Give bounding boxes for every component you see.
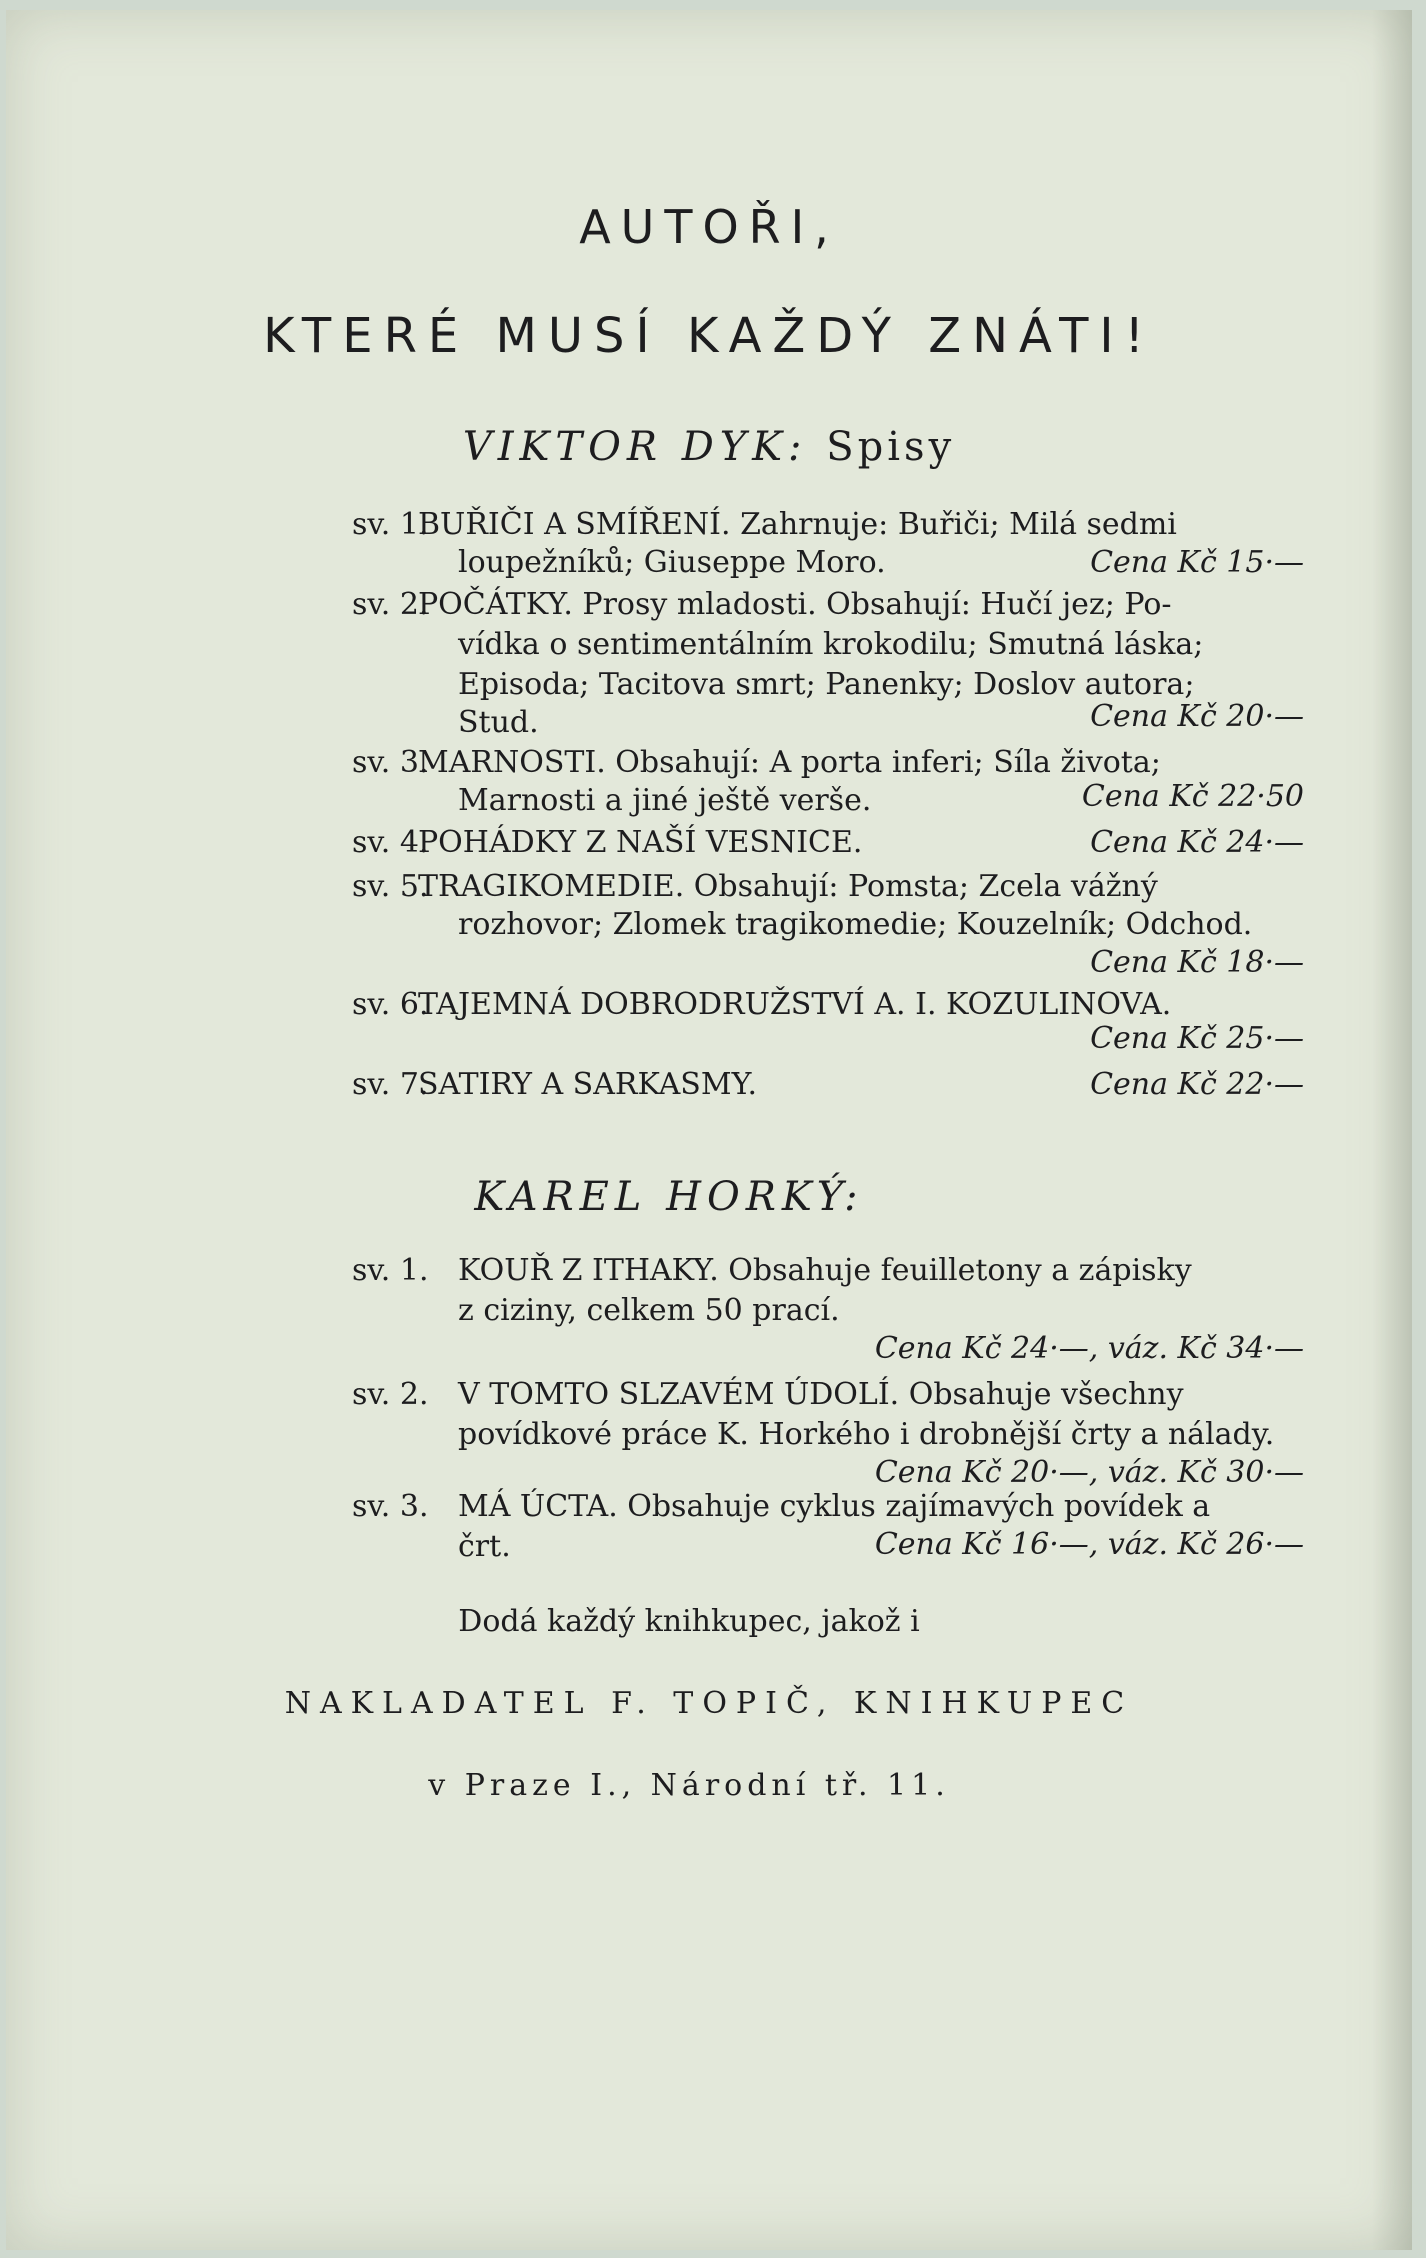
page — [6, 10, 1412, 2250]
entry-line: BUŘIČI A SMÍŘENÍ. Zahrnuje: Buřiči; Milá sedmi — [418, 507, 1177, 542]
volume-number: sv. 1. — [352, 1253, 429, 1288]
entry-line: KOUŘ Z ITHAKY. Obsahuje feuilletony a zápisky — [458, 1253, 1192, 1288]
author-dyk-subtitle: Spisy — [826, 424, 956, 470]
entry-line: TAJEMNÁ DOBRODRUŽSTVÍ A. I. KOZULINOVA. — [418, 987, 1172, 1022]
entry-line: MARNOSTI. Obsahují: A porta inferi; Síla života; — [418, 745, 1161, 780]
entry-price: Cena Kč 20·— — [1090, 699, 1304, 734]
entry-line: TRAGIKOMEDIE. Obsahují: Pomsta; Zcela vážný — [418, 869, 1158, 904]
entry-price: Cena Kč 24·— — [1090, 825, 1304, 860]
entry-price: Cena Kč 25·— — [1090, 1021, 1304, 1056]
volume-number: sv. 3. — [352, 745, 429, 780]
entry-price: Cena Kč 15·— — [1090, 545, 1304, 580]
entry-line: črt. — [458, 1529, 511, 1564]
volume-number: sv. 6. — [352, 987, 429, 1022]
volume-number: sv. 4. — [352, 825, 429, 860]
entry-price: Cena Kč 16·—, váz. Kč 26·— — [874, 1527, 1304, 1562]
entry-line: z ciziny, celkem 50 prací. — [458, 1293, 840, 1328]
volume-number: sv. 2. — [352, 1377, 429, 1412]
volume-number: sv. 7. — [352, 1067, 429, 1102]
publisher-address: v Praze I., Národní tř. 11. — [428, 1768, 950, 1803]
publisher-name: NAKLADATEL F. TOPIČ, KNIHKUPEC — [284, 1686, 1134, 1721]
entry-line: loupežníků; Giuseppe Moro. — [458, 545, 886, 580]
entry-line: V TOMTO SLZAVÉM ÚDOLÍ. Obsahuje všechny — [458, 1377, 1184, 1412]
heading-line-2: KTERÉ MUSÍ KAŽDÝ ZNÁTI! — [263, 308, 1155, 364]
volume-number: sv. 2. — [352, 587, 429, 622]
entry-price: Cena Kč 22·50 — [1081, 779, 1304, 814]
entry-price: Cena Kč 20·—, váz. Kč 30·— — [874, 1455, 1304, 1490]
entry-line: Episoda; Tacitova smrt; Panenky; Doslov autora; — [458, 667, 1195, 702]
entry-price: Cena Kč 18·— — [1090, 945, 1304, 980]
entry-line: POHÁDKY Z NAŠÍ VESNICE. — [418, 825, 863, 860]
entry-line: MÁ ÚCTA. Obsahuje cyklus zajímavých povídek a — [458, 1489, 1211, 1524]
author-dyk-heading — [6, 424, 1412, 470]
heading-line-1: AUTOŘI, — [579, 200, 839, 254]
author-dyk-name: VIKTOR DYK: — [462, 424, 808, 470]
volume-number: sv. 3. — [352, 1489, 429, 1524]
footer-line-1: Dodá každý knihkupec, jakož i — [458, 1604, 920, 1639]
author-horky-name: KAREL HORKÝ: — [474, 1174, 864, 1220]
entry-line: Stud. — [458, 705, 539, 740]
author-horky-heading — [0, 1174, 1372, 1220]
entry-line: Marnosti a jiné ještě verše. — [458, 783, 872, 818]
volume-number: sv. 1. — [352, 507, 429, 542]
entry-line: rozhovor; Zlomek tragikomedie; Kouzelník; Odchod. — [458, 907, 1253, 942]
entry-line: vídka o sentimentálním krokodilu; Smutná láska; — [458, 627, 1204, 662]
volume-number: sv. 5. — [352, 869, 429, 904]
entry-line: POČÁTKY. Prosy mladosti. Obsahují: Hučí jez; Po- — [418, 587, 1172, 622]
entry-line: SATIRY A SARKASMY. — [418, 1067, 758, 1102]
page-content — [6, 10, 1412, 2250]
entry-line: povídkové práce K. Horkého i drobnější črty a nálady. — [458, 1417, 1275, 1452]
entry-price: Cena Kč 22·— — [1090, 1067, 1304, 1102]
entry-price: Cena Kč 24·—, váz. Kč 34·— — [874, 1331, 1304, 1366]
